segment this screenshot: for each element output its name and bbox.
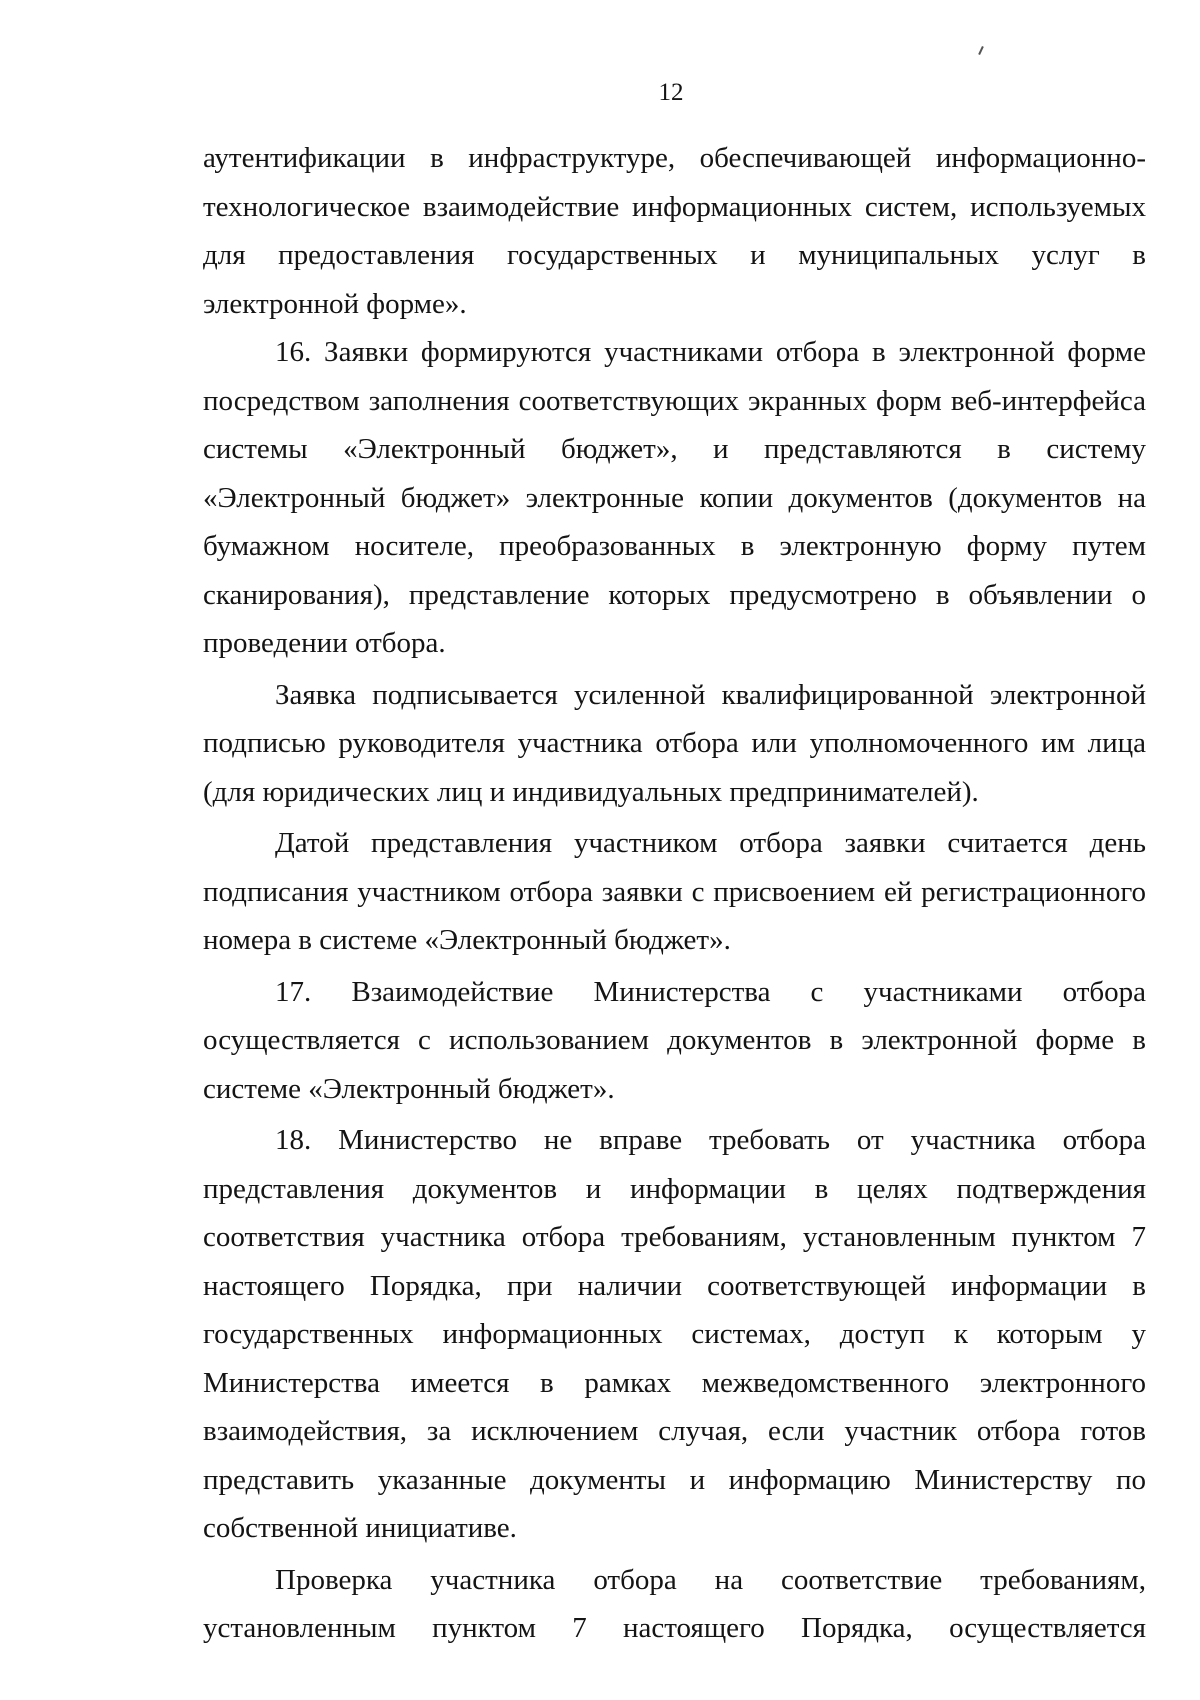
paragraph-submission-date: Датой представления участником отбора заявки считается день подписания участником отбора заявки с присвоением ей регистрационного номера в системе «Электронный бюджет». <box>203 827 1146 956</box>
paragraph-signature: Заявка подписывается усиленной квалифицированной электронной подписью руководителя участника отбора или уполномоченного им лица (для юридических лиц и индивидуальных предпринимателей). <box>203 678 1146 808</box>
paragraph-continuation: аутентификации в инфраструктуре, обеспечивающей информационно-технологическое взаимодействие информационных систем, используемых для предоставления государственных и муниципальных услуг в электронной форме». <box>203 142 1146 320</box>
paragraph-item-18: 18. Министерство не вправе требовать от участника отбора представления документов и информации в целях подтверждения соответствия участника отбора требованиям, установленным пунктом 7 настоящего Порядка, при наличии соответствующей информации в государственных информационных системах, доступ к которым у Министерства имеется в рамках межведомственного электронного взаимодействия, за исключением случая, если участник отбора готов представить указанные документы и информацию Министерству по собственной инициативе. <box>203 1124 1146 1544</box>
paragraph-item-16: 16. Заявки формируются участниками отбора в электронной форме посредством заполнения соответствующих экранных форм веб-интерфейса системы «Электронный бюджет», и представляются в систему «Электронный бюджет» электронные копии документов (документов на бумажном носителе, преобразованных в электронную форму путем сканирования), представление которых предусмотрено в объявлении о проведении отбора. <box>203 336 1146 659</box>
document-body <box>203 134 1146 1653</box>
paragraph-verification: Проверка участника отбора на соответствие требованиям, установленным пунктом 7 настоящего Порядка, осуществляется <box>203 1563 1146 1644</box>
scan-speck <box>978 46 984 55</box>
page-number: 12 <box>658 79 684 106</box>
paragraph-item-17: 17. Взаимодействие Министерства с участниками отбора осуществляется с использованием документов в электронной форме в системе «Электронный бюджет». <box>203 975 1146 1105</box>
